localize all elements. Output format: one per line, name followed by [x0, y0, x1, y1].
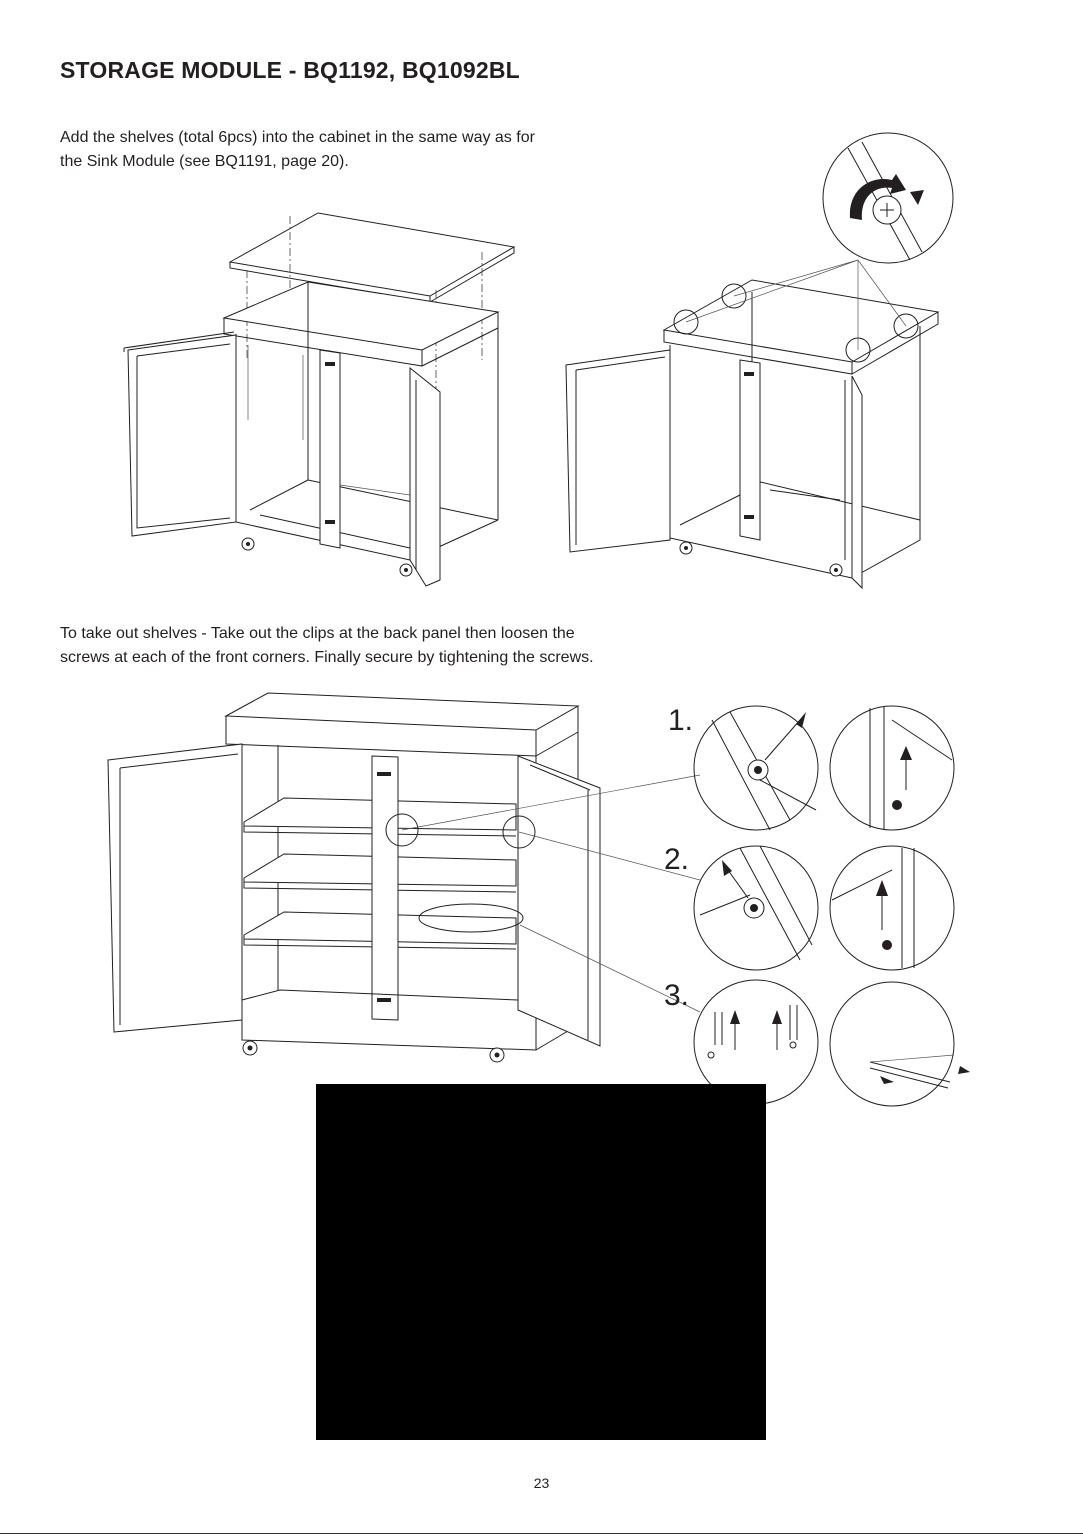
bottom-divider: [0, 1533, 1083, 1534]
redacted-region: [316, 1084, 766, 1440]
step-1-details: [694, 706, 954, 830]
instruction-line: screws at each of the front corners. Finally secure by tightening the screws.: [60, 649, 594, 666]
cabinet-shelves-figure: [108, 693, 700, 1062]
instruction-line: To take out shelves - Take out the clips at the back panel then loosen the: [60, 625, 575, 642]
step-2-details: [694, 846, 954, 970]
page-number: 23: [533, 1475, 550, 1491]
step-number-3: 3.: [664, 979, 690, 1012]
cabinet-exploded-figure: [124, 213, 514, 586]
page-title: STORAGE MODULE - BQ1192, BQ1092BL: [60, 57, 520, 83]
instruction-line: the Sink Module (see BQ1191, page 20).: [60, 153, 349, 170]
cabinet-assembled-figure: [566, 133, 953, 588]
instruction-line: Add the shelves (total 6pcs) into the cabinet in the same way as for: [60, 129, 535, 146]
step-number-1: 1.: [668, 704, 694, 737]
step-number-2: 2.: [664, 843, 690, 876]
